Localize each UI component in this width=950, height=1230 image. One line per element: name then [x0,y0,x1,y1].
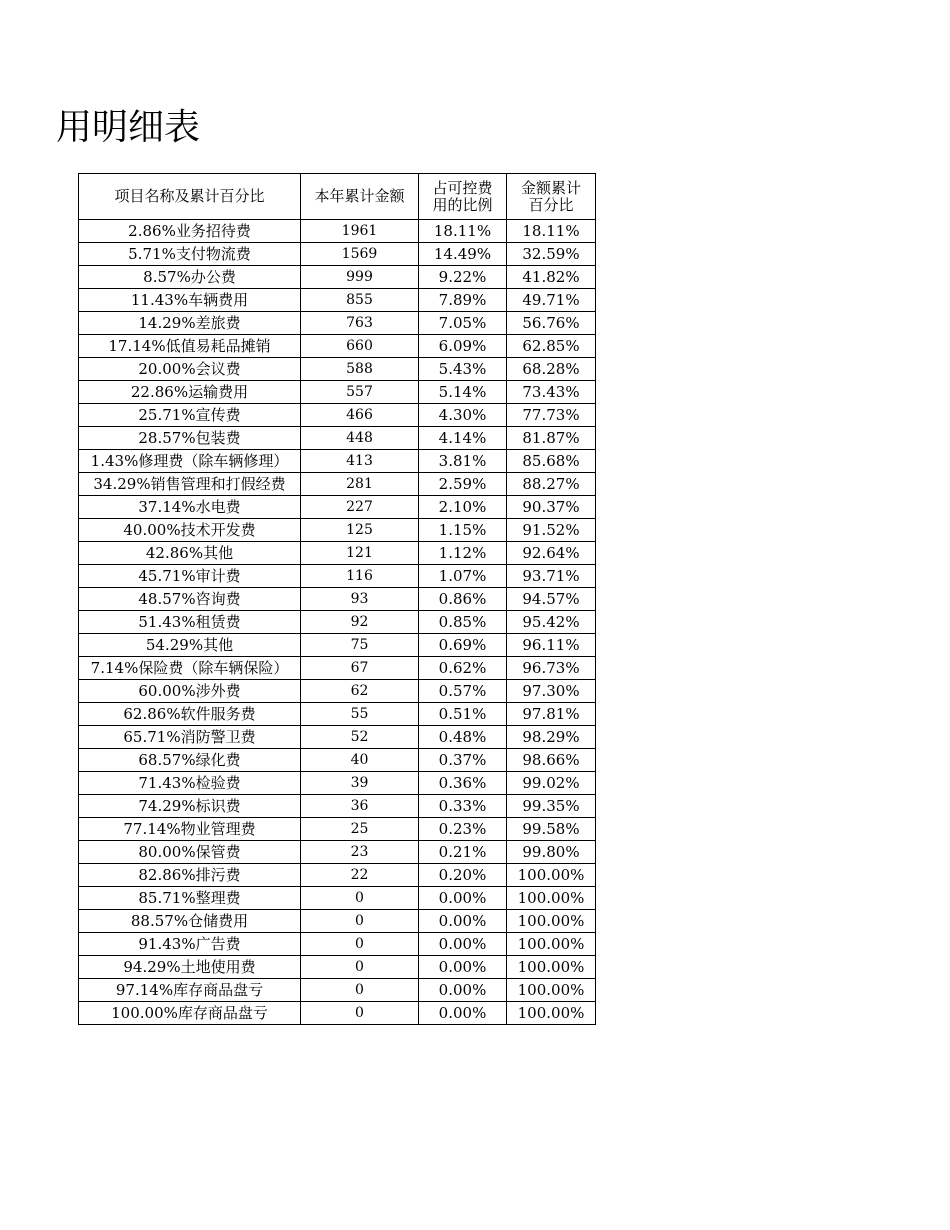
cell-item-name[interactable]: 68.57%绿化费 [79,749,301,772]
cell-ratio[interactable]: 0.00% [419,956,507,979]
cell-cumulative[interactable]: 85.68% [507,450,596,473]
cell-item-name[interactable]: 7.14%保险费（除车辆保险） [79,657,301,680]
cell-ratio[interactable]: 7.05% [419,312,507,335]
cell-ratio[interactable]: 1.15% [419,519,507,542]
cell-item-name[interactable]: 74.29%标识费 [79,795,301,818]
table-row [79,864,596,887]
cell-item-name[interactable]: 5.71%支付物流费 [79,243,301,266]
cell-cumulative[interactable]: 99.58% [507,818,596,841]
cell-annual-amount[interactable]: 93 [301,588,419,611]
header-cumulative[interactable]: 金额累计百分比 [507,174,596,220]
cell-annual-amount[interactable]: 0 [301,887,419,910]
table-row [79,956,596,979]
cell-annual-amount[interactable]: 25 [301,818,419,841]
cell-ratio[interactable]: 0.00% [419,887,507,910]
cell-ratio[interactable]: 1.12% [419,542,507,565]
cell-ratio[interactable]: 0.36% [419,772,507,795]
cell-ratio[interactable]: 0.21% [419,841,507,864]
cell-annual-amount[interactable]: 52 [301,726,419,749]
table-row [79,335,596,358]
cell-cumulative[interactable]: 99.35% [507,795,596,818]
cell-ratio[interactable]: 0.69% [419,634,507,657]
cell-ratio[interactable]: 5.14% [419,381,507,404]
cell-cumulative[interactable]: 97.30% [507,680,596,703]
table-row [79,887,596,910]
table-row [79,496,596,519]
cell-ratio[interactable]: 18.11% [419,220,507,243]
cell-item-name[interactable]: 77.14%物业管理费 [79,818,301,841]
cell-item-name[interactable]: 40.00%技术开发费 [79,519,301,542]
cell-annual-amount[interactable]: 0 [301,956,419,979]
table-row [79,381,596,404]
table-row [79,726,596,749]
cell-ratio[interactable]: 0.33% [419,795,507,818]
cell-ratio[interactable]: 3.81% [419,450,507,473]
cell-annual-amount[interactable]: 121 [301,542,419,565]
cell-cumulative[interactable]: 100.00% [507,979,596,1002]
expense-table [78,173,596,1025]
cell-ratio[interactable]: 0.23% [419,818,507,841]
table-row [79,657,596,680]
cell-ratio[interactable]: 5.43% [419,358,507,381]
table-row [79,818,596,841]
cell-item-name[interactable]: 14.29%差旅费 [79,312,301,335]
cell-annual-amount[interactable]: 0 [301,1002,419,1025]
cell-item-name[interactable]: 42.86%其他 [79,542,301,565]
cell-item-name[interactable]: 51.43%租赁费 [79,611,301,634]
cell-annual-amount[interactable]: 39 [301,772,419,795]
table-row [79,565,596,588]
cell-cumulative[interactable]: 49.71% [507,289,596,312]
cell-ratio[interactable]: 7.89% [419,289,507,312]
cell-ratio[interactable]: 0.51% [419,703,507,726]
cell-ratio[interactable]: 1.07% [419,565,507,588]
cell-cumulative[interactable]: 88.27% [507,473,596,496]
cell-ratio[interactable]: 14.49% [419,243,507,266]
cell-annual-amount[interactable]: 999 [301,266,419,289]
cell-cumulative[interactable]: 100.00% [507,887,596,910]
table-row [79,1002,596,1025]
cell-cumulative[interactable]: 99.80% [507,841,596,864]
cell-ratio[interactable]: 0.00% [419,979,507,1002]
cell-cumulative[interactable]: 73.43% [507,381,596,404]
cell-item-name[interactable]: 34.29%销售管理和打假经费 [79,473,301,496]
cell-item-name[interactable]: 25.71%宣传费 [79,404,301,427]
sheet-title: 用明细表 [55,107,200,148]
cell-annual-amount[interactable]: 1569 [301,243,419,266]
cell-cumulative[interactable]: 100.00% [507,1002,596,1025]
cell-item-name[interactable]: 94.29%土地使用费 [79,956,301,979]
cell-item-name[interactable]: 8.57%办公费 [79,266,301,289]
cell-ratio[interactable]: 6.09% [419,335,507,358]
header-row [79,174,596,220]
cell-ratio[interactable]: 0.85% [419,611,507,634]
cell-ratio[interactable]: 4.30% [419,404,507,427]
cell-annual-amount[interactable]: 23 [301,841,419,864]
cell-annual-amount[interactable]: 763 [301,312,419,335]
cell-ratio[interactable]: 0.00% [419,1002,507,1025]
cell-cumulative[interactable]: 98.29% [507,726,596,749]
header-annual-amount[interactable]: 本年累计金额 [301,174,419,220]
table-row [79,519,596,542]
cell-item-name[interactable]: 20.00%会议费 [79,358,301,381]
cell-cumulative[interactable]: 68.28% [507,358,596,381]
cell-annual-amount[interactable]: 855 [301,289,419,312]
table-row [79,289,596,312]
cell-ratio[interactable]: 0.62% [419,657,507,680]
cell-item-name[interactable]: 48.57%咨询费 [79,588,301,611]
cell-cumulative[interactable]: 77.73% [507,404,596,427]
cell-cumulative[interactable]: 95.42% [507,611,596,634]
cell-ratio[interactable]: 0.00% [419,933,507,956]
table-row [79,749,596,772]
cell-annual-amount[interactable]: 92 [301,611,419,634]
cell-annual-amount[interactable]: 62 [301,680,419,703]
cell-annual-amount[interactable]: 75 [301,634,419,657]
cell-cumulative[interactable]: 100.00% [507,864,596,887]
cell-cumulative[interactable]: 90.37% [507,496,596,519]
cell-cumulative[interactable]: 96.11% [507,634,596,657]
cell-ratio[interactable]: 0.37% [419,749,507,772]
cell-cumulative[interactable]: 99.02% [507,772,596,795]
cell-item-name[interactable]: 82.86%排污费 [79,864,301,887]
table-row [79,772,596,795]
cell-ratio[interactable]: 0.57% [419,680,507,703]
table-row [79,243,596,266]
cell-ratio[interactable]: 2.59% [419,473,507,496]
cell-item-name[interactable]: 62.86%软件服务费 [79,703,301,726]
table-row [79,910,596,933]
cell-cumulative[interactable]: 94.57% [507,588,596,611]
table-row [79,841,596,864]
cell-cumulative[interactable]: 98.66% [507,749,596,772]
table-row [79,473,596,496]
cell-item-name[interactable]: 80.00%保管费 [79,841,301,864]
table-row [79,611,596,634]
cell-ratio[interactable]: 0.48% [419,726,507,749]
cell-item-name[interactable]: 100.00%库存商品盘亏 [79,1002,301,1025]
cell-annual-amount[interactable]: 36 [301,795,419,818]
cell-annual-amount[interactable]: 0 [301,933,419,956]
cell-annual-amount[interactable]: 281 [301,473,419,496]
cell-ratio[interactable]: 0.00% [419,910,507,933]
cell-ratio[interactable]: 9.22% [419,266,507,289]
cell-cumulative[interactable]: 41.82% [507,266,596,289]
cell-item-name[interactable]: 71.43%检验费 [79,772,301,795]
cell-ratio[interactable]: 0.20% [419,864,507,887]
cell-item-name[interactable]: 65.71%消防警卫费 [79,726,301,749]
cell-annual-amount[interactable]: 588 [301,358,419,381]
cell-ratio[interactable]: 0.86% [419,588,507,611]
cell-item-name[interactable]: 1.43%修理费（除车辆修理） [79,450,301,473]
cell-item-name[interactable]: 54.29%其他 [79,634,301,657]
header-ratio[interactable]: 占可控费用的比例 [419,174,507,220]
cell-cumulative[interactable]: 100.00% [507,956,596,979]
table-row [79,703,596,726]
cell-item-name[interactable]: 45.71%审计费 [79,565,301,588]
cell-item-name[interactable]: 97.14%库存商品盘亏 [79,979,301,1002]
cell-cumulative[interactable]: 97.81% [507,703,596,726]
cell-annual-amount[interactable]: 466 [301,404,419,427]
cell-annual-amount[interactable]: 55 [301,703,419,726]
cell-item-name[interactable]: 2.86%业务招待费 [79,220,301,243]
table-row [79,404,596,427]
cell-item-name[interactable]: 22.86%运输费用 [79,381,301,404]
cell-cumulative[interactable]: 62.85% [507,335,596,358]
table-row [79,542,596,565]
cell-cumulative[interactable]: 18.11% [507,220,596,243]
cell-item-name[interactable]: 11.43%车辆费用 [79,289,301,312]
table-row [79,634,596,657]
cell-cumulative[interactable]: 92.64% [507,542,596,565]
cell-annual-amount[interactable]: 0 [301,979,419,1002]
cell-annual-amount[interactable]: 557 [301,381,419,404]
cell-cumulative[interactable]: 56.76% [507,312,596,335]
table-row [79,795,596,818]
cell-ratio[interactable]: 2.10% [419,496,507,519]
table-row [79,979,596,1002]
cell-annual-amount[interactable]: 40 [301,749,419,772]
cell-annual-amount[interactable]: 22 [301,864,419,887]
cell-item-name[interactable]: 85.71%整理费 [79,887,301,910]
table-row [79,680,596,703]
cell-annual-amount[interactable]: 0 [301,910,419,933]
table-row [79,220,596,243]
cell-cumulative[interactable]: 81.87% [507,427,596,450]
table-row [79,266,596,289]
cell-item-name[interactable]: 37.14%水电费 [79,496,301,519]
sheet-title-clip [0,100,300,160]
cell-cumulative[interactable]: 96.73% [507,657,596,680]
cell-annual-amount[interactable]: 1961 [301,220,419,243]
table-row [79,427,596,450]
cell-cumulative[interactable]: 93.71% [507,565,596,588]
cell-item-name[interactable]: 60.00%涉外费 [79,680,301,703]
cell-annual-amount[interactable]: 116 [301,565,419,588]
table-row [79,358,596,381]
cell-annual-amount[interactable]: 125 [301,519,419,542]
cell-annual-amount[interactable]: 67 [301,657,419,680]
table-row [79,588,596,611]
cell-ratio[interactable]: 4.14% [419,427,507,450]
header-item-name[interactable]: 项目名称及累计百分比 [79,174,301,220]
cell-cumulative[interactable]: 91.52% [507,519,596,542]
cell-annual-amount[interactable]: 227 [301,496,419,519]
cell-cumulative[interactable]: 32.59% [507,243,596,266]
cell-annual-amount[interactable]: 660 [301,335,419,358]
cell-item-name[interactable]: 28.57%包装费 [79,427,301,450]
cell-annual-amount[interactable]: 448 [301,427,419,450]
cell-item-name[interactable]: 17.14%低值易耗品摊销 [79,335,301,358]
cell-item-name[interactable]: 91.43%广告费 [79,933,301,956]
table-row [79,312,596,335]
table-row [79,450,596,473]
cell-cumulative[interactable]: 100.00% [507,933,596,956]
cell-annual-amount[interactable]: 413 [301,450,419,473]
table-row [79,933,596,956]
cell-item-name[interactable]: 88.57%仓储费用 [79,910,301,933]
cell-cumulative[interactable]: 100.00% [507,910,596,933]
